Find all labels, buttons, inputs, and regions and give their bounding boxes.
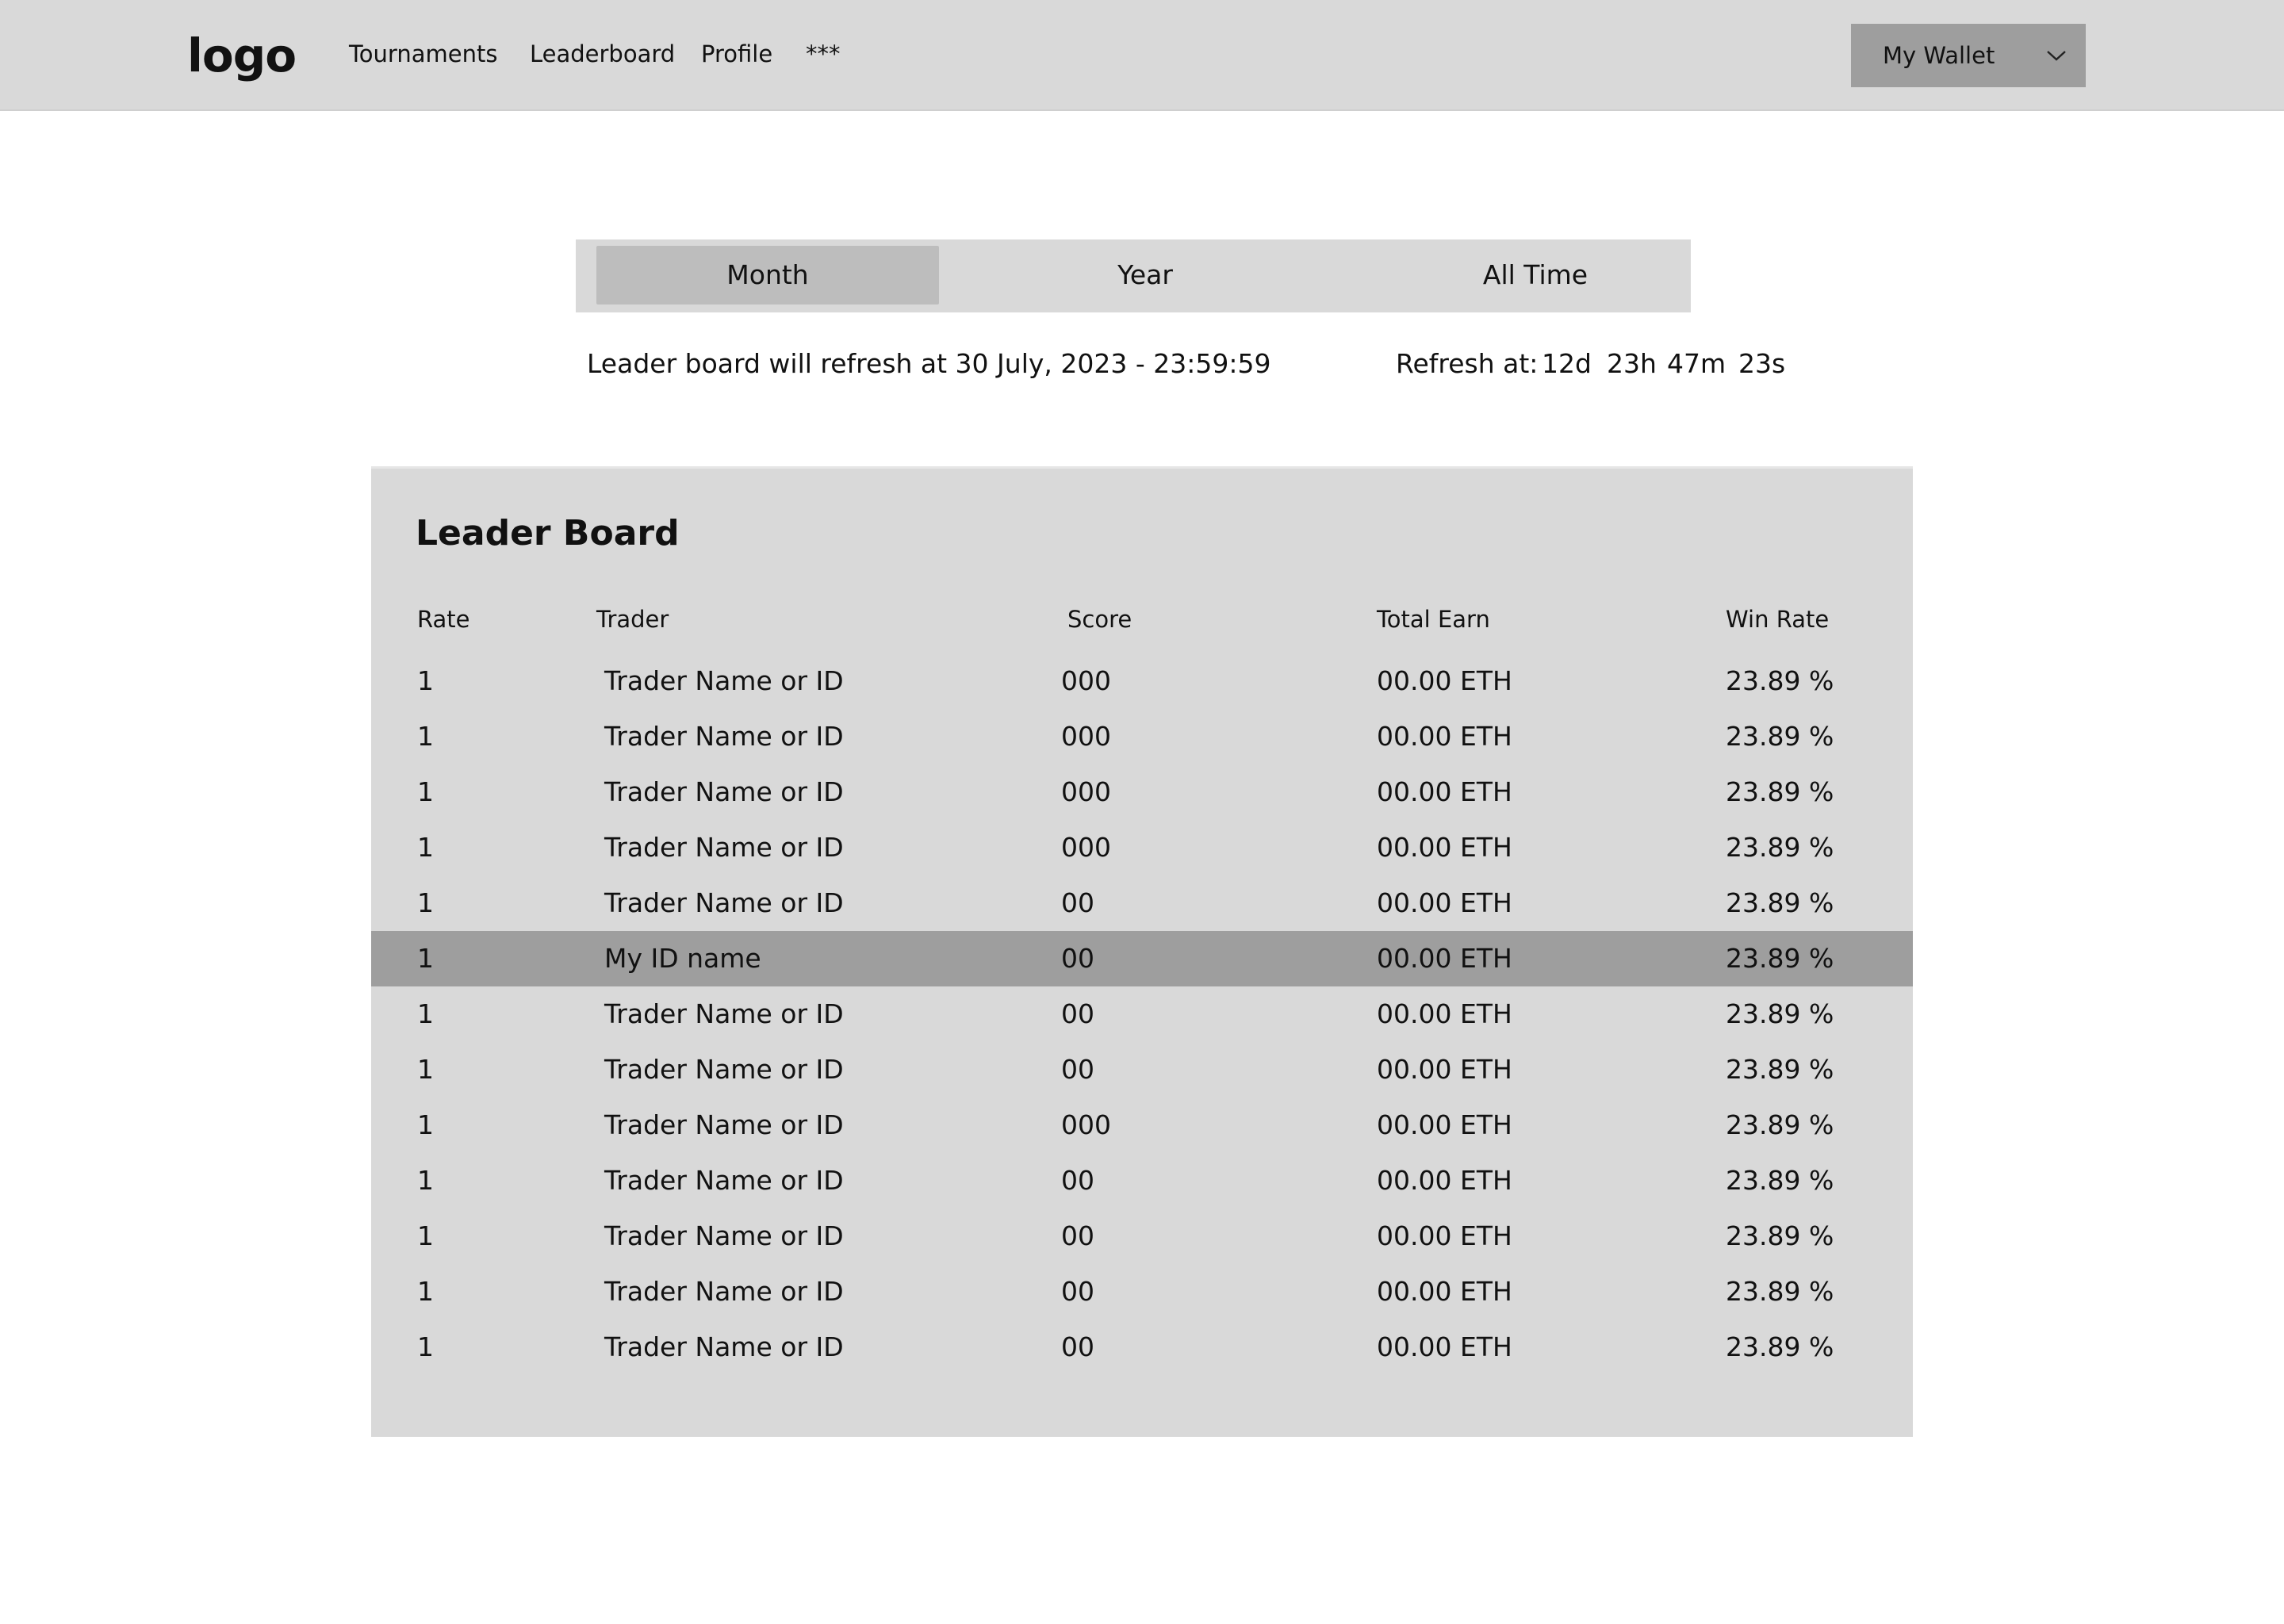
- tab-all-time[interactable]: All Time: [1482, 259, 1588, 290]
- win-rate-cell: 23.89 %: [1726, 1331, 1834, 1362]
- rate-cell: 1: [417, 1331, 434, 1362]
- rate-cell: 1: [417, 1109, 434, 1140]
- table-row[interactable]: [371, 1264, 1913, 1320]
- total-earn-cell: 00.00 ETH: [1377, 1331, 1512, 1362]
- total-earn-cell: 00.00 ETH: [1377, 1054, 1512, 1085]
- score-cell: 00: [1061, 1220, 1094, 1251]
- total-earn-cell: 00.00 ETH: [1377, 1220, 1512, 1251]
- total-earn-cell: 00.00 ETH: [1377, 665, 1512, 696]
- total-earn-cell: 00.00 ETH: [1377, 943, 1512, 974]
- countdown-minutes: 47m: [1667, 348, 1726, 379]
- table-row[interactable]: [371, 1042, 1913, 1097]
- table-row[interactable]: [371, 653, 1913, 709]
- score-cell: 000: [1061, 721, 1111, 752]
- trader-cell: Trader Name or ID: [604, 832, 844, 863]
- total-earn-cell: 00.00 ETH: [1377, 1109, 1512, 1140]
- refresh-countdown-label: Refresh at:: [1396, 348, 1539, 379]
- trader-cell: Trader Name or ID: [604, 1165, 844, 1196]
- table-row[interactable]: [371, 709, 1913, 764]
- score-cell: 000: [1061, 776, 1111, 807]
- win-rate-cell: 23.89 %: [1726, 1109, 1834, 1140]
- column-header-win-rate: Win Rate: [1726, 606, 1830, 633]
- score-cell: 00: [1061, 943, 1094, 974]
- chevron-down-icon: [2046, 44, 2067, 65]
- table-row[interactable]: [371, 1153, 1913, 1208]
- trader-cell: My ID name: [604, 943, 761, 974]
- trader-cell: Trader Name or ID: [604, 1331, 844, 1362]
- table-row[interactable]: [371, 764, 1913, 820]
- trader-cell: Trader Name or ID: [604, 721, 844, 752]
- trader-cell: Trader Name or ID: [604, 776, 844, 807]
- top-navigation-bar: [0, 0, 2284, 111]
- tab-month[interactable]: Month: [596, 246, 939, 304]
- total-earn-cell: 00.00 ETH: [1377, 721, 1512, 752]
- trader-cell: Trader Name or ID: [604, 887, 844, 918]
- trader-cell: Trader Name or ID: [604, 1054, 844, 1085]
- trader-cell: Trader Name or ID: [604, 1220, 844, 1251]
- score-cell: 00: [1061, 887, 1094, 918]
- win-rate-cell: 23.89 %: [1726, 665, 1834, 696]
- column-header-total-earn: Total Earn: [1377, 606, 1490, 633]
- rate-cell: 1: [417, 1276, 434, 1307]
- score-cell: 00: [1061, 998, 1094, 1029]
- rate-cell: 1: [417, 776, 434, 807]
- trader-cell: Trader Name or ID: [604, 1276, 844, 1307]
- score-cell: 00: [1061, 1054, 1094, 1085]
- table-row[interactable]: [371, 820, 1913, 875]
- trader-cell: Trader Name or ID: [604, 665, 844, 696]
- countdown-hours: 23h: [1607, 348, 1657, 379]
- rate-cell: 1: [417, 887, 434, 918]
- wallet-label: My Wallet: [1883, 42, 1995, 69]
- win-rate-cell: 23.89 %: [1726, 776, 1834, 807]
- win-rate-cell: 23.89 %: [1726, 1276, 1834, 1307]
- countdown-seconds: 23s: [1738, 348, 1786, 379]
- rate-cell: 1: [417, 1220, 434, 1251]
- win-rate-cell: 23.89 %: [1726, 721, 1834, 752]
- logo[interactable]: logo: [187, 29, 297, 82]
- total-earn-cell: 00.00 ETH: [1377, 998, 1512, 1029]
- tab-year[interactable]: Year: [1117, 259, 1173, 290]
- period-tabs: [576, 239, 1691, 312]
- table-row[interactable]: [371, 1320, 1913, 1375]
- board-title: Leader Board: [416, 513, 680, 553]
- trader-cell: Trader Name or ID: [604, 1109, 844, 1140]
- rate-cell: 1: [417, 721, 434, 752]
- rate-cell: 1: [417, 665, 434, 696]
- total-earn-cell: 00.00 ETH: [1377, 776, 1512, 807]
- column-header-trader: Trader: [596, 606, 669, 633]
- win-rate-cell: 23.89 %: [1726, 832, 1834, 863]
- total-earn-cell: 00.00 ETH: [1377, 832, 1512, 863]
- win-rate-cell: 23.89 %: [1726, 1054, 1834, 1085]
- score-cell: 000: [1061, 832, 1111, 863]
- win-rate-cell: 23.89 %: [1726, 998, 1834, 1029]
- table-row[interactable]: [371, 1097, 1913, 1153]
- column-header-score: Score: [1067, 606, 1132, 633]
- rate-cell: 1: [417, 832, 434, 863]
- column-header-rate: Rate: [417, 606, 470, 633]
- win-rate-cell: 23.89 %: [1726, 943, 1834, 974]
- score-cell: 00: [1061, 1165, 1094, 1196]
- rate-cell: 1: [417, 1165, 434, 1196]
- total-earn-cell: 00.00 ETH: [1377, 1276, 1512, 1307]
- countdown-days: 12d: [1542, 348, 1592, 379]
- score-cell: 000: [1061, 665, 1111, 696]
- nav-tournaments[interactable]: Tournaments: [349, 40, 498, 67]
- leader-board-card: [371, 466, 1913, 1437]
- table-row-current-user[interactable]: [371, 931, 1913, 986]
- rate-cell: 1: [417, 943, 434, 974]
- total-earn-cell: 00.00 ETH: [1377, 1165, 1512, 1196]
- win-rate-cell: 23.89 %: [1726, 1220, 1834, 1251]
- trader-cell: Trader Name or ID: [604, 998, 844, 1029]
- score-cell: 00: [1061, 1276, 1094, 1307]
- win-rate-cell: 23.89 %: [1726, 1165, 1834, 1196]
- total-earn-cell: 00.00 ETH: [1377, 887, 1512, 918]
- rate-cell: 1: [417, 1054, 434, 1085]
- rate-cell: 1: [417, 998, 434, 1029]
- refresh-note: Leader board will refresh at 30 July, 2023 - 23:59:59: [587, 348, 1271, 379]
- nav-more[interactable]: ***: [806, 40, 841, 67]
- table-row[interactable]: [371, 875, 1913, 931]
- nav-leaderboard[interactable]: Leaderboard: [530, 40, 676, 67]
- win-rate-cell: 23.89 %: [1726, 887, 1834, 918]
- my-wallet-dropdown[interactable]: [1851, 24, 2086, 87]
- table-row[interactable]: [371, 986, 1913, 1042]
- nav-profile[interactable]: Profile: [701, 40, 773, 67]
- table-row[interactable]: [371, 1208, 1913, 1264]
- score-cell: 000: [1061, 1109, 1111, 1140]
- score-cell: 00: [1061, 1331, 1094, 1362]
